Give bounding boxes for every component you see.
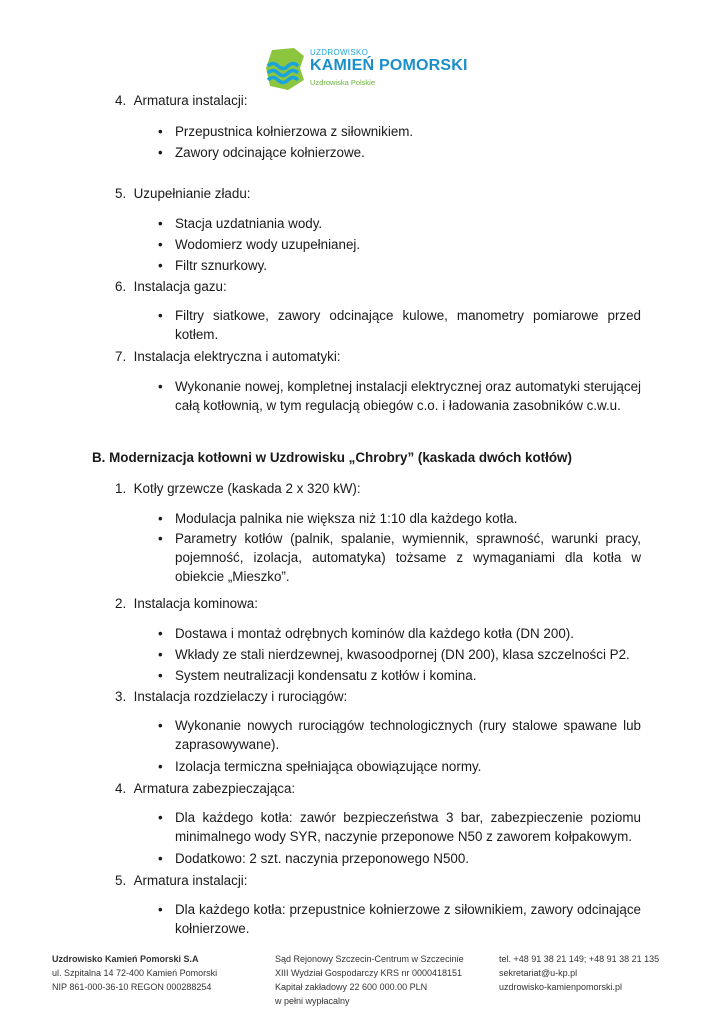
logo-title: KAMIEŃ POMORSKI [310, 57, 468, 74]
registry-court: Sąd Rejonowy Szczecin-Centrum w Szczecinie [275, 954, 464, 964]
bullet-item: • Dla każdego kotła: przepustnice kołnierzowe z siłownikiem, zawory odcinające kołnierzowe. [175, 900, 641, 938]
company-address: ul. Szpitalna 14 72-400 Kamień Pomorski [52, 968, 218, 978]
website-link[interactable]: uzdrowisko-kamienpomorski.pl [499, 982, 623, 992]
bullet-item: • Wkłady ze stali nierdzewnej, kwasoodpornej (DN 200), klasa szczelności P2. [175, 645, 641, 664]
company-name: Uzdrowisko Kamień Pomorski S.A [52, 954, 199, 964]
bullet-item: • Wykonanie nowych rurociągów technologicznych (rury stalowe spawane lub zaprasowywane). [175, 716, 641, 754]
logo-wave-icon [264, 46, 308, 92]
bullet-item: • Filtry siatkowe, zawory odcinające kulowe, manometry pomiarowe przed kotłem. [175, 306, 641, 344]
footer-registry [275, 952, 464, 1008]
list-item-number: 2. Instalacja kominowa: [115, 596, 258, 611]
bullet-item: • Dostawa i montaż odrębnych kominów dla każdego kotła (DN 200). [175, 624, 641, 643]
registry-krs: XIII Wydział Gospodarczy KRS nr 0000418151 [275, 968, 463, 978]
logo-line-1: UZDROWISKO [310, 48, 369, 57]
list-item-number: 5. Armatura instalacji: [115, 873, 248, 888]
bullet-item: • Wykonanie nowej, kompletnej instalacji elektrycznej oraz automatyki sterującej całą kotłownią, w tym regulacją obiegów c.o. i ładowania zasobników c.w.u. [175, 377, 641, 415]
bullet-item: • Zawory odcinające kołnierzowe. [175, 143, 641, 162]
logo-tagline: Uzdrowiska Polskie [310, 78, 376, 87]
list-item-number: 1. Kotły grzewcze (kaskada 2 x 320 kW): [115, 481, 361, 496]
bullet-item: • Modulacja palnika nie większa niż 1:10 dla każdego kotła. [175, 509, 641, 528]
share-capital: Kapitał zakładowy 22 600 000.00 PLN [275, 982, 428, 992]
footer-contact [499, 952, 659, 994]
capital-status: w pełni wypłacalny [275, 996, 350, 1006]
section-heading: B. Modernizacja kotłowni w Uzdrowisku „Chrobry” (kaskada dwóch kotłów) [92, 450, 572, 465]
list-item-number: 3. Instalacja rozdzielaczy i rurociągów: [115, 689, 348, 704]
bullet-item: • System neutralizacji kondensatu z kotłów i komina. [175, 666, 641, 685]
bullet-item: • Dla każdego kotła: zawór bezpieczeństwa 3 bar, zabezpieczenie poziomu minimalnego wody SYR, naczynie przeponowe N50 z zaworem kołpakowym. [175, 808, 641, 846]
bullet-item: • Wodomierz wody uzupełnianej. [175, 235, 641, 254]
list-item-number: 5. Uzupełnianie zładu: [115, 186, 251, 201]
bullet-item: • Dodatkowo: 2 szt. naczynia przeponowego N500. [175, 849, 641, 868]
bullet-item: • Stacja uzdatniania wody. [175, 214, 641, 233]
company-tax-ids: NIP 861-000-36-10 REGON 000288254 [52, 982, 212, 992]
list-item-number: 6. Instalacja gazu: [115, 279, 227, 294]
bullet-item: • Filtr sznurkowy. [175, 256, 641, 275]
bullet-item: • Izolacja termiczna spełniająca obowiązujące normy. [175, 757, 641, 776]
list-item-number: 4. Armatura instalacji: [115, 93, 248, 108]
company-logo [264, 44, 468, 96]
phone-numbers: tel. +48 91 38 21 149; +48 91 38 21 135 [499, 954, 660, 964]
email-link[interactable]: sekretariat@u-kp.pl [499, 968, 578, 978]
footer-company [52, 952, 217, 994]
list-item-number: 4. Armatura zabezpieczająca: [115, 781, 296, 796]
list-item-number: 7. Instalacja elektryczna i automatyki: [115, 349, 341, 364]
bullet-item: • Przepustnica kołnierzowa z siłownikiem. [175, 122, 641, 141]
bullet-item: • Parametry kotłów (palnik, spalanie, wymiennik, sprawność, warunki pracy, pojemność, izolacja, automatyka) tożsame z wymaganiami dla kotła w obiekcie „Mieszko”. [175, 529, 641, 586]
